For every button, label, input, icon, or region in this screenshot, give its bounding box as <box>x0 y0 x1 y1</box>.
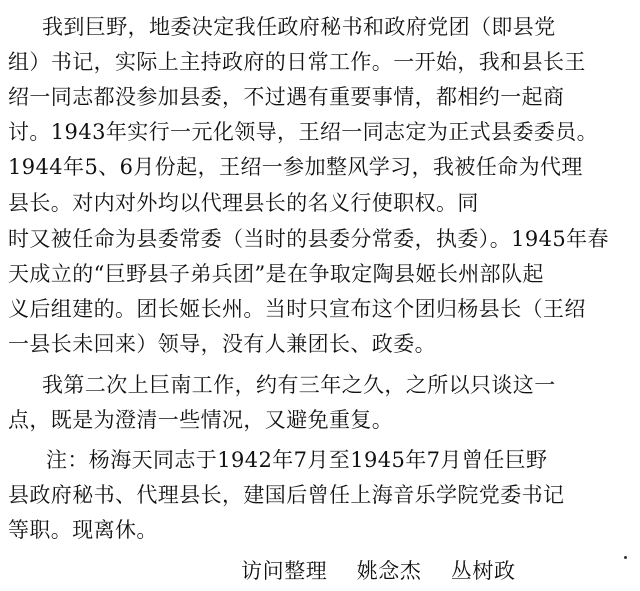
text-line: 点，既是为澄清一些情况，又避免重复。 <box>8 408 394 432</box>
text-line: 县长。对内对外均以代理县长的名义行使职权。同 <box>8 191 479 215</box>
text-line: 一县长未回来）领导，没有人兼团长、政委。 <box>8 332 436 356</box>
text-line: 我第二次上巨南工作，约有三年之久，之所以只谈这一 <box>42 373 556 397</box>
scan-speck <box>624 556 627 559</box>
text-line: 1944年5、6月份起，王绍一参加整风学习，我被任命为代理 <box>8 155 583 179</box>
byline-author: 姚念杰 <box>356 559 422 583</box>
text-line: 我到巨野，地委决定我任政府秘书和政府党团（即县党 <box>42 15 556 39</box>
note-line: 注：杨海天同志于1942年7月至1945年7月曾任巨野 <box>46 448 548 472</box>
text-line: 时又被任命为县委常委（当时的县委分常委，执委）。1945年春 <box>8 227 609 251</box>
text-line: 绍一同志都没参加县委，不过遇有重要事情，都相约一起商 <box>8 85 565 109</box>
text-line: 组）书记，实际上主持政府的日常工作。一开始，我和县长王 <box>8 50 586 74</box>
byline-label: 访问整理 <box>241 559 328 583</box>
text-line: 讨。1943年实行一元化领导，王绍一同志定为正式县委委员。 <box>8 120 599 144</box>
note-line: 等职。现离休。 <box>8 518 158 542</box>
text-line: 天成立的“巨野县子弟兵团”是在争取定陶县姬长州部队起 <box>8 262 544 286</box>
text-line: 义后组建的。团长姬长州。当时只宣布这个团归杨县长（王绍 <box>8 297 586 321</box>
note-line: 县政府秘书、代理县长，建国后曾任上海音乐学院党委书记 <box>8 483 565 507</box>
byline <box>241 554 538 588</box>
byline-author: 丛树政 <box>450 559 516 583</box>
